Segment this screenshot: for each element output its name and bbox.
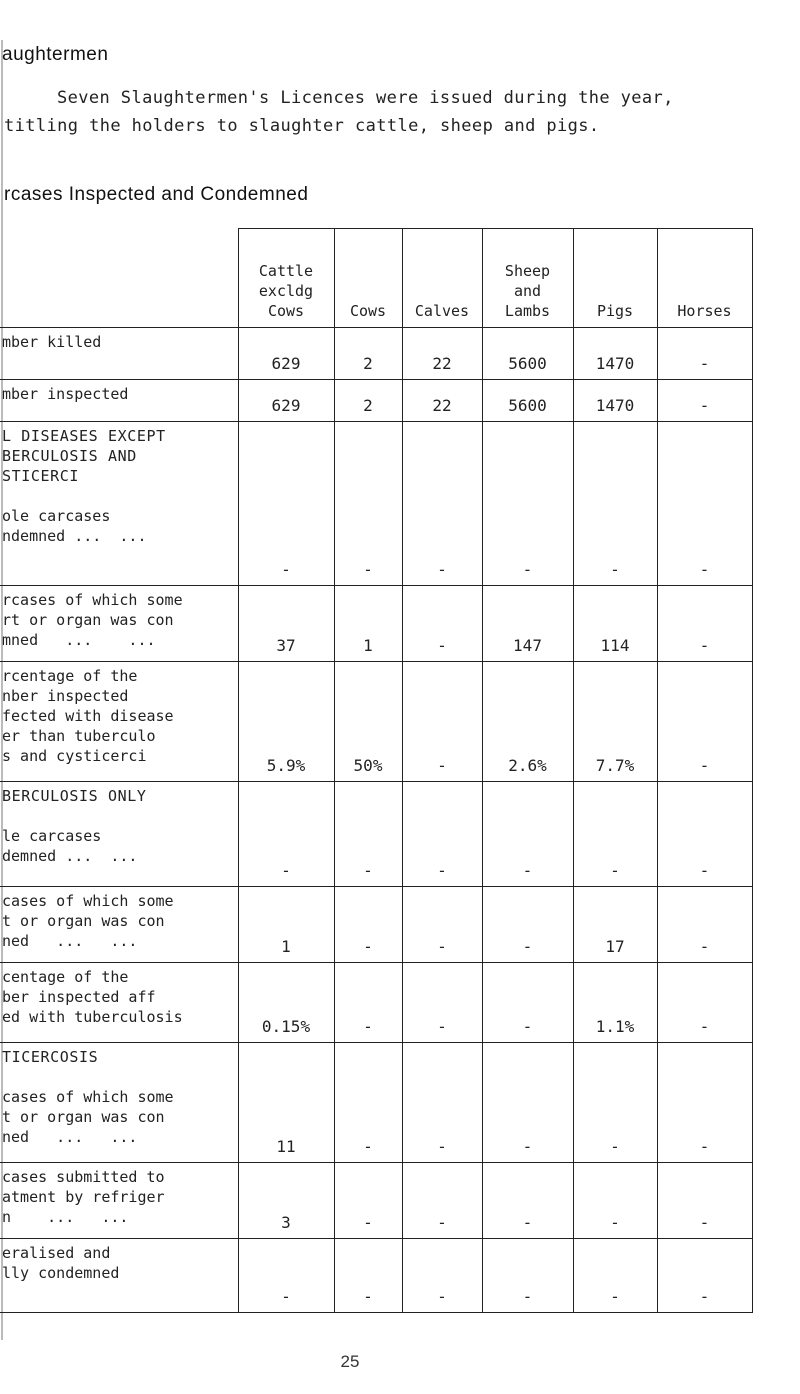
header-blank bbox=[0, 229, 238, 328]
row-cy-refrig-value-4: - bbox=[573, 1163, 657, 1239]
page-number: 25 bbox=[340, 1352, 360, 1371]
row-cy-refrig-value-2: - bbox=[402, 1163, 482, 1239]
row-inspected-value-5: - bbox=[657, 380, 752, 422]
row-ad-pct bbox=[0, 662, 752, 782]
row-killed-value-4: 1470 bbox=[573, 328, 657, 380]
row-tb-whole-value-2: - bbox=[402, 782, 482, 887]
carcases-table bbox=[0, 228, 753, 1313]
row-cy-refrig bbox=[0, 1163, 752, 1239]
row-inspected-label-text: mber inspected bbox=[2, 385, 129, 403]
row-tb-pct-value-4: 1.1% bbox=[573, 963, 657, 1043]
row-inspected-value-4: 1470 bbox=[573, 380, 657, 422]
row-cy-part-value-3: - bbox=[482, 1043, 573, 1163]
row-tb-part-value-0: 1 bbox=[238, 887, 334, 963]
header-row bbox=[0, 229, 752, 328]
row-cy-general-value-3: - bbox=[482, 1239, 573, 1313]
row-ad-part-value-0: 37 bbox=[238, 586, 334, 662]
row-ad-whole-value-4: - bbox=[573, 422, 657, 586]
row-inspected-value-1: 2 bbox=[334, 380, 402, 422]
row-ad-part-label bbox=[0, 586, 238, 662]
row-ad-whole-label bbox=[0, 422, 238, 586]
row-cy-general-value-4: - bbox=[573, 1239, 657, 1313]
row-cy-refrig-value-3: - bbox=[482, 1163, 573, 1239]
row-inspected-value-2: 22 bbox=[402, 380, 482, 422]
row-ad-whole-value-0: - bbox=[238, 422, 334, 586]
row-tb-part bbox=[0, 887, 752, 963]
row-ad-whole bbox=[0, 422, 752, 586]
row-ad-whole-value-5: - bbox=[657, 422, 752, 586]
row-cy-part-label bbox=[0, 1043, 238, 1163]
row-tb-pct-value-5: - bbox=[657, 963, 752, 1043]
row-tb-part-value-3: - bbox=[482, 887, 573, 963]
column-header-3: Sheep and Lambs bbox=[482, 229, 573, 328]
row-ad-whole-value-2: - bbox=[402, 422, 482, 586]
row-ad-pct-label bbox=[0, 662, 238, 782]
row-killed-label-text: mber killed bbox=[2, 333, 102, 351]
row-tb-whole-section-title: BERCULOSIS ONLY bbox=[2, 787, 147, 805]
row-ad-whole-label-text: ole carcases ndemned ... ... bbox=[2, 507, 147, 545]
row-ad-whole-value-3: - bbox=[482, 422, 573, 586]
row-cy-refrig-label bbox=[0, 1163, 238, 1239]
row-inspected bbox=[0, 380, 752, 422]
row-ad-part-value-1: 1 bbox=[334, 586, 402, 662]
row-ad-pct-value-4: 7.7% bbox=[573, 662, 657, 782]
row-inspected-label bbox=[0, 380, 238, 422]
row-tb-whole bbox=[0, 782, 752, 887]
row-tb-whole-value-0: - bbox=[238, 782, 334, 887]
row-cy-general-value-2: - bbox=[402, 1239, 482, 1313]
row-tb-whole-label bbox=[0, 782, 238, 887]
row-cy-refrig-label-text: cases submitted to atment by refriger n ... ... bbox=[2, 1168, 165, 1226]
row-tb-part-value-4: 17 bbox=[573, 887, 657, 963]
row-ad-part-value-5: - bbox=[657, 586, 752, 662]
row-ad-part-value-2: - bbox=[402, 586, 482, 662]
row-ad-part bbox=[0, 586, 752, 662]
row-cy-general-label bbox=[0, 1239, 238, 1313]
column-header-2: Calves bbox=[402, 229, 482, 328]
row-killed-value-5: - bbox=[657, 328, 752, 380]
row-ad-pct-value-3: 2.6% bbox=[482, 662, 573, 782]
row-inspected-value-3: 5600 bbox=[482, 380, 573, 422]
row-cy-general-value-1: - bbox=[334, 1239, 402, 1313]
row-tb-pct-value-0: 0.15% bbox=[238, 963, 334, 1043]
row-killed bbox=[0, 328, 752, 380]
row-ad-pct-label-text: rcentage of the nber inspected fected with disease er than tuberculo s and cysticerci bbox=[2, 667, 174, 765]
row-ad-pct-value-0: 5.9% bbox=[238, 662, 334, 782]
row-killed-label bbox=[0, 328, 238, 380]
row-tb-pct-value-3: - bbox=[482, 963, 573, 1043]
row-cy-general-label-text: eralised and lly condemned bbox=[2, 1244, 120, 1282]
row-ad-whole-section-title: L DISEASES EXCEPT BERCULOSIS AND STICERCI bbox=[2, 427, 166, 485]
column-header-0: Cattle excldg Cows bbox=[238, 229, 334, 328]
paragraph-line-1: Seven Slaughtermen's Licences were issued during the year, bbox=[57, 88, 674, 108]
row-tb-part-value-1: - bbox=[334, 887, 402, 963]
row-ad-part-label-text: rcases of which some rt or organ was con mned ... ... bbox=[2, 591, 183, 649]
row-cy-refrig-value-1: - bbox=[334, 1163, 402, 1239]
row-ad-part-value-4: 114 bbox=[573, 586, 657, 662]
row-inspected-value-0: 629 bbox=[238, 380, 334, 422]
section-heading: aughtermen bbox=[2, 44, 109, 65]
row-cy-part-section-title: TICERCOSIS bbox=[2, 1048, 99, 1066]
row-cy-part bbox=[0, 1043, 752, 1163]
row-tb-whole-label-text: le carcases demned ... ... bbox=[2, 827, 138, 865]
row-cy-part-value-0: 11 bbox=[238, 1043, 334, 1163]
column-header-4: Pigs bbox=[573, 229, 657, 328]
column-header-5: Horses bbox=[657, 229, 752, 328]
row-cy-part-value-1: - bbox=[334, 1043, 402, 1163]
row-tb-pct-label-text: centage of the ber inspected aff ed with tuberculosis bbox=[2, 968, 183, 1026]
row-cy-part-value-4: - bbox=[573, 1043, 657, 1163]
paragraph-line-2: titling the holders to slaughter cattle, sheep and pigs. bbox=[4, 116, 600, 136]
row-cy-general-value-5: - bbox=[657, 1239, 752, 1313]
row-tb-whole-value-1: - bbox=[334, 782, 402, 887]
row-killed-value-3: 5600 bbox=[482, 328, 573, 380]
row-tb-part-label bbox=[0, 887, 238, 963]
row-tb-part-value-5: - bbox=[657, 887, 752, 963]
table-title: rcases Inspected and Condemned bbox=[4, 184, 309, 205]
row-ad-part-value-3: 147 bbox=[482, 586, 573, 662]
row-ad-pct-value-2: - bbox=[402, 662, 482, 782]
row-cy-general-value-0: - bbox=[238, 1239, 334, 1313]
row-ad-pct-value-1: 50% bbox=[334, 662, 402, 782]
row-tb-whole-value-5: - bbox=[657, 782, 752, 887]
row-tb-pct-value-1: - bbox=[334, 963, 402, 1043]
row-tb-part-label-text: cases of which some t or organ was con ned ... ... bbox=[2, 892, 174, 950]
row-cy-part-label-text: cases of which some t or organ was con ned ... ... bbox=[2, 1088, 174, 1146]
carcases-table-wrapper bbox=[0, 228, 752, 1306]
row-cy-part-value-2: - bbox=[402, 1043, 482, 1163]
row-cy-refrig-value-5: - bbox=[657, 1163, 752, 1239]
row-killed-value-2: 22 bbox=[402, 328, 482, 380]
row-killed-value-1: 2 bbox=[334, 328, 402, 380]
row-tb-whole-value-4: - bbox=[573, 782, 657, 887]
row-ad-pct-value-5: - bbox=[657, 662, 752, 782]
row-cy-general bbox=[0, 1239, 752, 1313]
row-tb-pct-value-2: - bbox=[402, 963, 482, 1043]
column-header-1: Cows bbox=[334, 229, 402, 328]
row-ad-whole-value-1: - bbox=[334, 422, 402, 586]
row-tb-part-value-2: - bbox=[402, 887, 482, 963]
row-killed-value-0: 629 bbox=[238, 328, 334, 380]
row-tb-whole-value-3: - bbox=[482, 782, 573, 887]
row-tb-pct bbox=[0, 963, 752, 1043]
row-cy-refrig-value-0: 3 bbox=[238, 1163, 334, 1239]
row-cy-part-value-5: - bbox=[657, 1043, 752, 1163]
row-tb-pct-label bbox=[0, 963, 238, 1043]
